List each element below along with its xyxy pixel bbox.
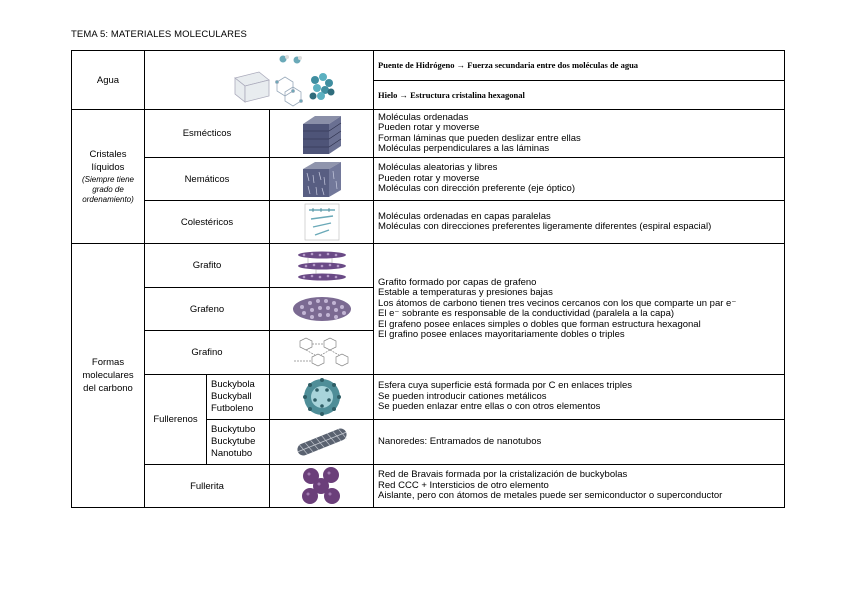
agua-desc-1-text: Puente de Hidrógeno → Fuerza secundaria entre dos moléculas de agua (378, 60, 639, 71)
agua-desc-1 (374, 51, 785, 81)
esmecticos-desc (374, 110, 785, 158)
fullerita-line-1: Red de Bravais formada por la cristalización de buckybolas (378, 469, 628, 481)
buckytubo-image (270, 420, 374, 465)
nematic-cube-image (299, 159, 345, 199)
buckybola-desc (374, 375, 785, 420)
cristales-label-2: líquidos (91, 162, 125, 173)
sub-grafino (145, 331, 270, 375)
row-agua-1 (72, 51, 785, 81)
fullerite-crystal-image (299, 466, 345, 506)
grafito-image (270, 244, 374, 288)
nematicos-image (270, 158, 374, 201)
buckytubo-desc (374, 420, 785, 465)
fullerita-label: Fullerita (190, 480, 224, 492)
fullerita-line-2: Red CCC + Intersticios de otro elemento (378, 479, 549, 491)
nematicos-line-3: Moléculas con dirección preferente (eje óptico) (378, 183, 575, 195)
esmecticos-line-1: Moléculas ordenadas (378, 111, 469, 123)
sub-nematicos (145, 158, 270, 201)
nanotube-image (292, 422, 352, 462)
grafito-grafeno-grafino-desc (374, 244, 785, 375)
graf-line-2: Estable a temperaturas y presiones bajas (378, 287, 553, 298)
colestericos-label: Colestéricos (180, 216, 234, 228)
grafino-image (270, 331, 374, 375)
esmecticos-image (270, 110, 374, 158)
cristales-note-1: (Siempre tiene (81, 175, 135, 184)
nematicos-desc (374, 158, 785, 201)
sub-colestericos (145, 201, 270, 244)
grafeno-label: Grafeno (189, 303, 225, 315)
graphyne-lattice-image (290, 333, 354, 373)
esmecticos-line-3: Forman láminas que pueden deslizar entre ellas (378, 132, 581, 144)
row-esmecticos (72, 110, 785, 158)
sub-buckybola (207, 375, 270, 420)
grafino-label: Grafino (191, 347, 223, 358)
row-buckybola (72, 375, 785, 420)
nanotubo-label: Nanotubo (211, 448, 253, 459)
colestericos-image (270, 201, 374, 244)
row-colestericos (72, 201, 785, 244)
colestericos-line-2: Moléculas con direcciones preferentes ligeramente diferentes (espiral espacial) (378, 221, 712, 232)
esmecticos-label: Esmécticos (182, 128, 232, 139)
graf-line-5: El grafeno posee enlaces simples o dobles que forman estructura hexagonal (378, 318, 701, 330)
buckytube-label: Buckytube (211, 436, 256, 447)
esmecticos-line-2: Pueden rotar y moverse (378, 122, 480, 133)
cholesteric-layers-image (299, 202, 345, 242)
cristales-label-1: Cristales (89, 149, 127, 160)
category-agua (72, 51, 145, 110)
grafito-label: Grafito (192, 260, 222, 271)
colestericos-line-1: Moléculas ordenadas en capas paralelas (378, 210, 551, 222)
row-fullerita (72, 465, 785, 508)
water-ice-molecules-image (179, 52, 339, 108)
fullerita-desc (374, 465, 785, 508)
esmecticos-line-4: Moléculas perpendiculares a las láminas (378, 143, 550, 154)
fullerenos-label: Fullerenos (153, 414, 198, 425)
sub-grafeno (145, 288, 270, 331)
nematicos-line-2: Pueden rotar y moverse (378, 172, 480, 184)
sub-fullerita (145, 465, 270, 508)
row-grafito (72, 244, 785, 288)
category-cristales (72, 110, 145, 244)
tubo-line-1: Nanoredes: Entramados de nanotubos (378, 435, 542, 447)
smectic-cube-image (299, 112, 345, 156)
row-nematicos (72, 158, 785, 201)
colestericos-desc (374, 201, 785, 244)
bucky-line-3: Se pueden enlazar entre ellas o con otros elementos (378, 401, 601, 413)
agua-desc-2 (374, 81, 785, 110)
category-carbono (72, 244, 145, 508)
nematicos-label: Nemáticos (184, 173, 230, 185)
page-title: TEMA 5: MATERIALES MOLECULARES (71, 29, 247, 40)
grafeno-image (270, 288, 374, 331)
cristales-note (72, 175, 144, 205)
materials-table (71, 50, 785, 508)
buckyball-label: Buckyball (211, 391, 252, 402)
graf-line-6: El grafino posee enlaces mayoritariamente dobles o triples (378, 329, 625, 340)
futboleno-label: Futboleno (211, 403, 254, 414)
bucky-line-1: Esfera cuya superficie está formada por C en enlaces triples (378, 380, 633, 392)
buckytubo-label: Buckytubo (211, 424, 256, 435)
fullerita-line-3: Aislante, pero con átomos de metales puede ser semiconductor o superconductor (378, 490, 723, 502)
graf-line-3: Los átomos de carbono tienen tres vecinos cercanos con los que comparte un par e⁻ (378, 297, 737, 309)
graphene-sheet-image (290, 291, 354, 327)
cristales-note-2: grado de (92, 185, 124, 194)
nematicos-line-1: Moléculas aleatorias y libres (378, 162, 498, 174)
buckybola-label: Buckybola (211, 379, 255, 390)
cristales-note-3: ordenamiento) (82, 195, 134, 204)
bucky-line-2: Se pueden introducir cationes metálicos (378, 390, 547, 402)
buckyball-image (301, 376, 343, 418)
agua-desc-2-text: Hielo → Estructura cristalina hexagonal (378, 89, 525, 100)
buckybola-image (270, 375, 374, 420)
sub-fullerenos (145, 375, 207, 465)
graf-line-1: Grafito formado por capas de grafeno (378, 276, 537, 288)
fullerita-image (270, 465, 374, 508)
graphite-layers-image (292, 246, 352, 286)
agua-label: Agua (96, 74, 120, 86)
sub-grafito (145, 244, 270, 288)
carbono-label-2: moleculares (82, 370, 134, 381)
sub-esmecticos (145, 110, 270, 158)
graf-line-4: El e⁻ sobrante es responsable de la conductividad (paralela a la capa) (378, 308, 675, 319)
agua-image (145, 51, 374, 110)
carbono-label-3: del carbono (83, 383, 133, 394)
carbono-label-1: Formas (91, 357, 125, 368)
sub-buckytubo (207, 420, 270, 465)
